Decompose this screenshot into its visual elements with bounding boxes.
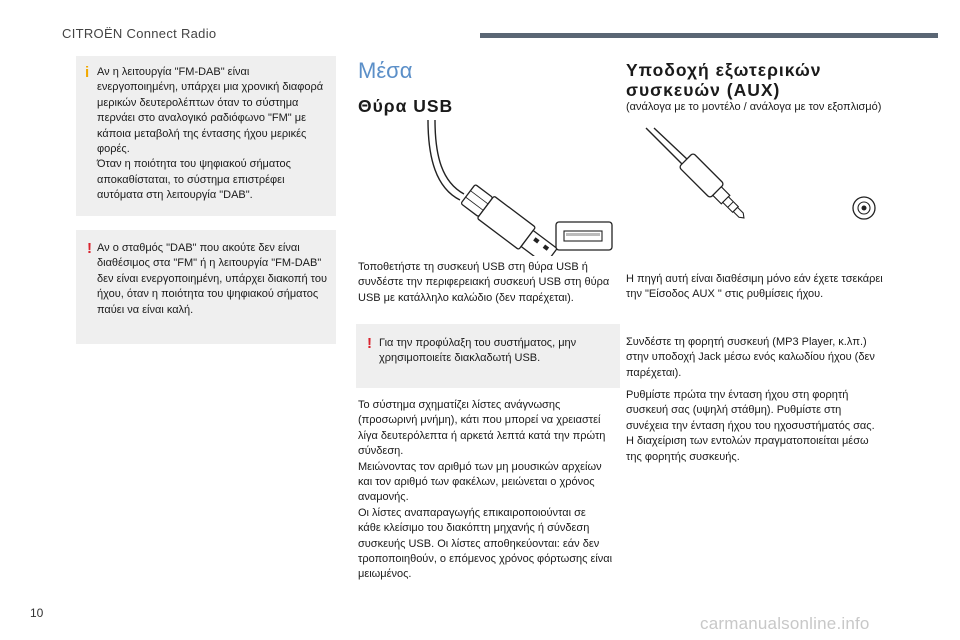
info-note-line: μερικών δευτερολέπτων όταν το σύστημα <box>97 96 299 109</box>
warning-note-line: ήχου, όταν η ποιότητα του ψηφιακού σήματος <box>97 288 319 301</box>
header-divider-bar <box>480 33 938 38</box>
warning-icon: ! <box>87 240 92 257</box>
aux-para3-line: Ρυθμίστε πρώτα την ένταση ήχου στη φορητή <box>626 389 849 401</box>
aux-para3-line: Η διαχείριση των εντολών πραγματοποιείται μέσω <box>626 435 869 448</box>
usb-warning-box <box>356 324 620 388</box>
aux-para2-line: στην υποδοχή Jack μέσω ενός καλωδίου ήχου (δεν <box>626 351 875 364</box>
usb-warning-line: Για την προφύλαξη του συστήματος, μην <box>379 337 577 349</box>
aux-heading <box>626 60 821 100</box>
info-note-line: περνάει στο αναλογικό ραδιόφωνο "FM" με <box>97 112 307 125</box>
warning-note-line: παύει να είναι καλή. <box>97 303 194 316</box>
usb-body-line: Οι λίστες αναπαραγωγής επικαιροποιούνται σε <box>358 506 586 519</box>
page-number: 10 <box>30 606 44 620</box>
watermark: carmanualsonline.info <box>700 614 870 633</box>
info-note-line: αποκαθίσταται, το σύστημα επιστρέφει <box>97 173 285 186</box>
usb-body-line: (προσωρινή μνήμη), κάτι που μπορεί να χρειαστεί <box>358 414 601 427</box>
warning-icon: ! <box>367 335 372 352</box>
aux-para1-line: Η πηγή αυτή είναι διαθέσιμη μόνο εάν έχετε τσεκάρει <box>626 273 883 285</box>
aux-para3-line: συνέχεια την ένταση ήχου του ηχοσυστήματός σας. <box>626 419 875 432</box>
aux-para3-line: συσκευή σας (υψηλή στάθμη). Ρυθμίστε στη <box>626 404 842 417</box>
aux-para2-line: παρέχεται). <box>626 366 682 379</box>
usb-cable-illustration <box>420 118 616 256</box>
usb-body-line: και τον αριθμό των φακέλων, μειώνεται ο χρόνος <box>358 476 595 489</box>
usb-warning-line: χρησιμοποιείτε διακλαδωτή USB. <box>379 352 541 365</box>
usb-body-line: Μειώνοντας τον αριθμό των μη μουσικών αρχείων <box>358 460 602 473</box>
info-note-line: ενεργοποιημένη, υπάρχει μια χρονική διαφορά <box>97 81 324 94</box>
usb-body-line: μειωμένος. <box>358 568 412 581</box>
usb-intro-line: Τοποθετήστε τη συσκευή USB στη θύρα USB ή <box>358 261 588 273</box>
warning-note-box <box>76 230 336 344</box>
aux-para3-line: της φορητής συσκευής. <box>626 450 740 463</box>
aux-para2-line: Συνδέστε τη φορητή συσκευή (MP3 Player, κ.λπ.) <box>626 336 867 348</box>
warning-note-line: Αν ο σταθμός "DAB" που ακούτε δεν είναι <box>97 242 300 254</box>
usb-body-line: αναμονής. <box>358 491 409 504</box>
aux-heading-line: συσκευών (AUX) <box>626 80 781 100</box>
section-title: Μέσα <box>358 58 413 83</box>
warning-note-line: δεν είναι ενεργοποιημένη, υπάρχει διακοπή του <box>97 272 327 285</box>
info-note-line: αυτόματα στη λειτουργία "DAB". <box>97 189 253 202</box>
usb-body-line: λίγα δευτερόλεπτα ή αρκετά λεπτά κατά την πρώτη <box>358 429 606 442</box>
usb-intro-line: συνδέστε την περιφερειακή συσκευή USB στη θύρα <box>358 276 610 289</box>
usb-intro-line: USB με κατάλληλο καλώδιο (δεν παρέχεται). <box>358 291 574 304</box>
aux-subtitle: (ανάλογα με το μοντέλο / ανάλογα με τον εξοπλισμό) <box>626 101 882 113</box>
jack-plug-illustration <box>640 124 920 264</box>
info-note-line: κάποια μεταβολή της έντασης ήχου μερικές <box>97 127 307 140</box>
document-header-title: CITROËN Connect Radio <box>62 26 217 41</box>
usb-body-line: τροποποιηθούν, ο επόμενος χρόνος φόρτωσης είναι <box>358 553 613 566</box>
info-note-line: Αν η λειτουργία "FM-DAB" είναι <box>97 66 250 78</box>
usb-body-line: Το σύστημα σχηματίζει λίστες ανάγνωσης <box>358 399 561 411</box>
aux-para1-line: την "Είσοδος AUX " στις ρυθμίσεις ήχου. <box>626 288 824 301</box>
info-note-line: φορές. <box>97 143 130 156</box>
aux-heading-line: Υποδοχή εξωτερικών <box>626 60 822 80</box>
info-note-line: Όταν η ποιότητα του ψηφιακού σήματος <box>97 158 291 171</box>
usb-port-heading: Θύρα USB <box>358 96 454 116</box>
info-note-box <box>76 56 336 216</box>
usb-body-line: κάθε κλείσιμο του διακόπτη μηχανής ή σύνδεση <box>358 522 590 535</box>
usb-body-line: συσκευής USB. Οι λίστες αποθηκεύονται: εάν δεν <box>358 537 600 550</box>
warning-note-line: διαθέσιμος στα "FM" ή η λειτουργία "FM-DAB" <box>97 257 322 270</box>
info-icon: i <box>85 64 90 81</box>
usb-body-line: σύνδεση. <box>358 445 404 458</box>
